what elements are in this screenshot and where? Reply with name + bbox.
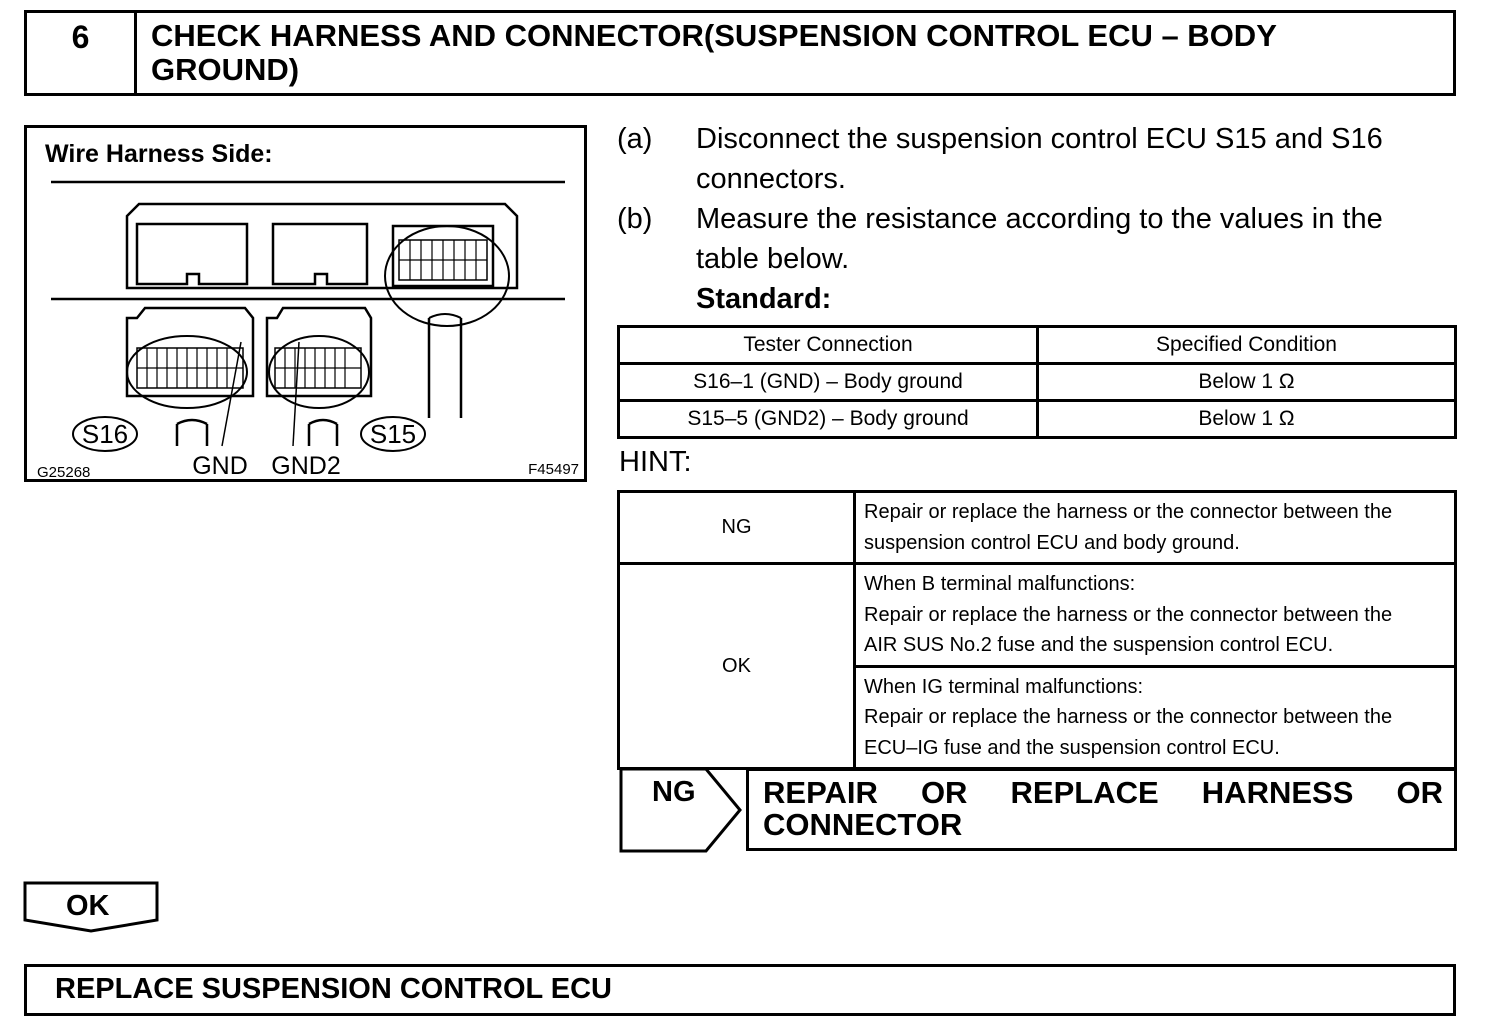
s16-callout-label: S16 — [81, 419, 129, 449]
step-a-label: (a) — [617, 123, 653, 155]
table-row — [619, 492, 1456, 564]
ng-action-word: OR — [1396, 775, 1443, 810]
hint-result-ng: NG — [619, 492, 855, 564]
ecu-body — [127, 204, 517, 288]
step-title-line1: CHECK HARNESS AND CONNECTOR(SUSPENSION CONTROL ECU – BODY — [151, 18, 1277, 53]
s15-highlight-circle — [385, 226, 509, 326]
step-b-text-cont: table below. — [696, 243, 850, 275]
table-cell: Below 1 Ω — [1038, 401, 1456, 438]
ok-tag-label: OK — [66, 890, 110, 922]
hint-ng-remedy — [855, 492, 1456, 564]
ng-action-word: HARNESS — [1201, 775, 1354, 810]
ecu-socket-1 — [137, 224, 247, 284]
step-title — [151, 19, 1431, 87]
table-row — [619, 364, 1456, 401]
hint-table — [617, 490, 1457, 770]
table-cell: Below 1 Ω — [1038, 364, 1456, 401]
hint-ok-b-remedy — [855, 564, 1456, 667]
diagram-title: Wire Harness Side: — [45, 140, 273, 168]
table-cell: S15–5 (GND2) – Body ground — [619, 401, 1038, 438]
header-specified-condition: Specified Condition — [1038, 327, 1456, 364]
ng-tag-label: NG — [652, 776, 696, 808]
gnd-terminal-label: GND — [192, 452, 248, 479]
header-tester-connection: Tester Connection — [619, 327, 1038, 364]
hint-text-line: Repair or replace the harness or the connector between the — [864, 501, 1393, 523]
s16-terminal-pins — [137, 348, 243, 388]
hint-text-line: Repair or replace the harness or the connector between the — [864, 706, 1393, 728]
ng-action-line1 — [763, 777, 1443, 809]
step-b-text: Measure the resistance according to the values in the — [696, 203, 1383, 235]
hint-ok-ig-remedy — [855, 666, 1456, 769]
figure-id-right: F45497 — [528, 461, 579, 478]
hint-text-line: When IG terminal malfunctions: — [864, 675, 1143, 698]
gnd2-leader-line — [293, 342, 299, 446]
hint-label: HINT: — [619, 446, 692, 478]
connector-illustration — [27, 128, 584, 479]
ok-action-text: REPLACE SUSPENSION CONTROL ECU — [55, 973, 612, 1005]
step-a-text: Disconnect the suspension control ECU S15 and S16 — [696, 123, 1383, 155]
figure-id-left: G25268 — [37, 464, 91, 479]
s15-harness-cable — [309, 420, 337, 446]
table-row — [619, 401, 1456, 438]
table-row — [619, 564, 1456, 667]
ng-action-word: REPAIR — [763, 775, 878, 810]
step-number: 6 — [27, 13, 137, 93]
table-cell: S16–1 (GND) – Body ground — [619, 364, 1038, 401]
standard-label: Standard: — [696, 283, 832, 315]
ok-action-box — [24, 964, 1456, 1016]
s15-connector-body — [267, 308, 371, 396]
table-header-row — [619, 327, 1456, 364]
s15-terminal-pins — [275, 348, 361, 388]
s15-cable-top — [429, 314, 461, 318]
hint-text-line: ECU–IG fuse and the suspension control ECU. — [864, 736, 1280, 759]
ecu-socket-2 — [273, 224, 367, 284]
step-title-line2: GROUND) — [151, 52, 300, 87]
ng-action-line2: CONNECTOR — [763, 807, 963, 842]
gnd2-terminal-label: GND2 — [271, 452, 341, 479]
ng-action-word: OR — [920, 775, 968, 810]
hint-text-line: When B terminal malfunctions: — [864, 573, 1136, 595]
hint-text-line: AIR SUS No.2 fuse and the suspension control ECU. — [864, 634, 1334, 656]
ng-action-word: REPLACE — [1010, 775, 1159, 810]
ecu-socket-3-pins — [399, 240, 487, 280]
s15-callout-label: S15 — [369, 419, 417, 449]
step-a-text-cont: connectors. — [696, 163, 846, 195]
wire-harness-diagram — [24, 125, 587, 482]
hint-text-line: Repair or replace the harness or the connector between the — [864, 603, 1393, 626]
hint-result-ok: OK — [619, 564, 855, 769]
ng-action-text — [763, 777, 1443, 841]
s16-cable — [177, 420, 207, 446]
step-header — [24, 10, 1456, 96]
standard-table — [617, 325, 1457, 439]
hint-text-line: suspension control ECU and body ground. — [864, 531, 1240, 554]
gnd-leader-line — [222, 342, 241, 446]
step-b-label: (b) — [617, 203, 653, 235]
ng-action-box — [746, 768, 1457, 851]
